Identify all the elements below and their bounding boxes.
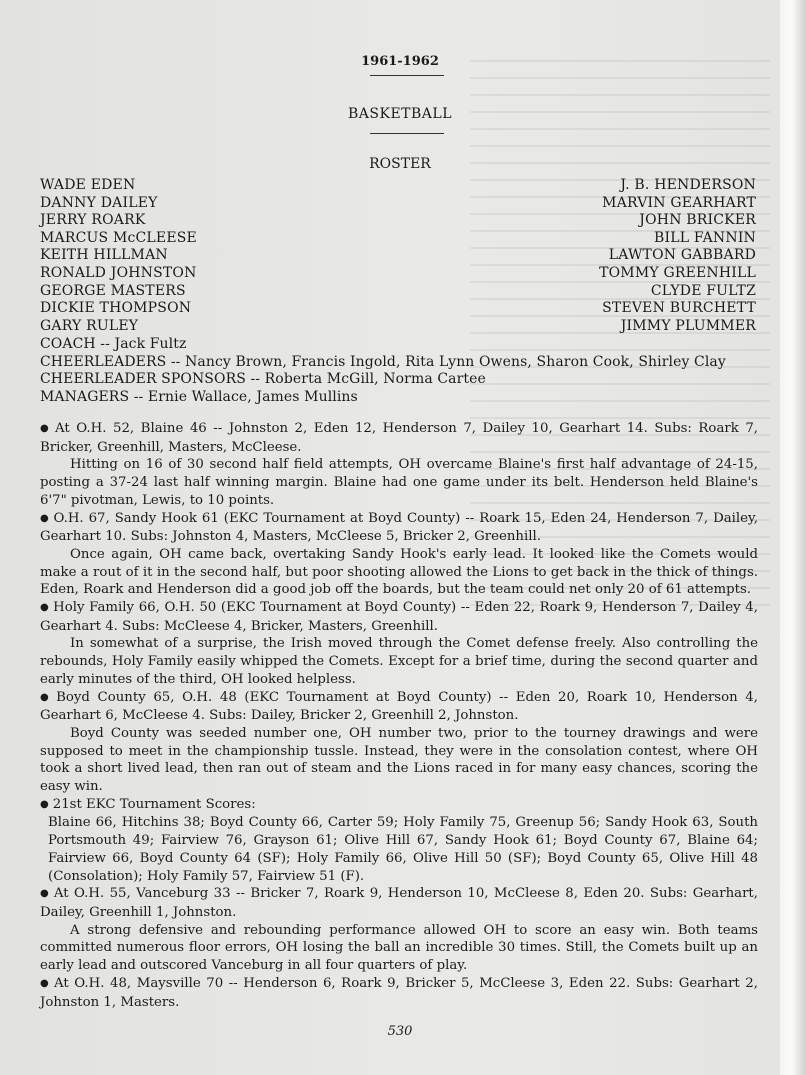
bullet-icon: ● bbox=[40, 512, 50, 524]
heading-rule bbox=[370, 75, 444, 76]
sponsors-line: CHEERLEADER SPONSORS -- Roberta McGill, Norma Cartee bbox=[40, 371, 486, 388]
section-title: BASKETBALL bbox=[348, 106, 452, 122]
roster-name: J. B. HENDERSON bbox=[620, 177, 756, 193]
roster-name: JIMMY PLUMMER bbox=[620, 317, 756, 334]
roster-left-column bbox=[40, 177, 197, 335]
game-summary: ● Boyd County 65, O.H. 48 (EKC Tournament at Boyd County) -- Eden 20, Roark 10, Henderson 4, Gearhart 6, McCleese 4. Subs: Dailey, Bricker 2, Greenhill 2, Johnston. bbox=[40, 689, 758, 724]
roster-right-column bbox=[599, 177, 756, 335]
roster-name: JERRY ROARK bbox=[40, 212, 146, 229]
game-narrative: A strong defensive and rebounding performance allowed OH to score an easy win. Both teams committed numerous floor errors, OH losing the ball an incredible 30 times. Still, the Comets built up an early lead and outscored Vanceburg in all four quarters of play. bbox=[40, 922, 758, 974]
roster-heading: ROSTER bbox=[369, 156, 431, 172]
roster-name: LAWTON GABBARD bbox=[608, 247, 756, 264]
roster-name: GEORGE MASTERS bbox=[40, 282, 186, 299]
coach-line: COACH -- Jack Fultz bbox=[40, 336, 187, 352]
managers-line: MANAGERS -- Ernie Wallace, James Mullins bbox=[40, 388, 358, 405]
roster-name: CLYDE FULTZ bbox=[650, 282, 756, 299]
bullet-icon: ● bbox=[40, 602, 50, 614]
roster-name: STEVEN BURCHETT bbox=[602, 300, 756, 317]
tournament-scores: Blaine 66, Hitchins 38; Boyd County 66, Carter 59; Holy Family 75, Greenup 56; Sandy Hook 63, South Portsmouth 49; Fairview 76, Grayson 61; Olive Hill 67, Sandy Hook 61; Boyd County 67, Blaine 64; Fairview 66, Boyd County 64 (SF); Holy Family 66, Olive Hill 50 (SF); Boyd County 65, Olive Hill 48 (Consolation); Holy Family 57, Fairview 51 (F). bbox=[48, 815, 758, 884]
game-narrative: Once again, OH came back, overtaking Sandy Hook's early lead. It looked like the Comets would make a rout of it in the second half, but poor shooting allowed the Lions to get back in the thick of things. Eden, Roark and Henderson did a good job off the boards, but the team could net only 20 of 61 attempts. bbox=[40, 546, 758, 598]
game-summary: ● At O.H. 48, Maysville 70 -- Henderson 6, Roark 9, Bricker 5, McCleese 3, Eden 22. Subs: Gearhart 2, Johnston 1, Masters. bbox=[40, 975, 758, 1010]
page-year-heading: 1961-1962 bbox=[361, 54, 439, 69]
tournament-heading: ● 21st EKC Tournament Scores: bbox=[40, 796, 256, 812]
bullet-icon: ● bbox=[40, 691, 53, 703]
bullet-icon: ● bbox=[40, 798, 49, 810]
page-number: 530 bbox=[387, 1024, 413, 1039]
roster-name: GARY RULEY bbox=[40, 317, 139, 334]
game-narrative: In somewhat of a surprise, the Irish moved through the Comet defense freely. Also controlling the rebounds, Holy Family easily whipped the Comets. Except for a brief time, during the second quarter and early minutes of the third, OH looked helpless. bbox=[40, 636, 758, 687]
roster-name: MARCUS McCLEESE bbox=[40, 229, 197, 246]
bullet-icon: ● bbox=[40, 423, 52, 434]
game-summary: ● At O.H. 55, Vanceburg 33 -- Bricker 7, Roark 9, Henderson 10, McCleese 8, Eden 20. Subs: Gearhart, Dailey, Greenhill 1, Johnston. bbox=[40, 886, 758, 920]
roster-name: JOHN BRICKER bbox=[639, 212, 756, 229]
game-reports bbox=[40, 420, 758, 1011]
roster-name: MARVIN GEARHART bbox=[602, 194, 756, 211]
roster-name: DICKIE THOMPSON bbox=[40, 300, 192, 317]
heading-rule bbox=[370, 133, 444, 134]
game-narrative: Boyd County was seeded number one, OH number two, prior to the tourney drawings and were supposed to meet in the championship tussle. Instead, they were in the consolation contest, where OH took a short lived lead, then ran out of steam and the Lions raced in for many easy chances, scoring the easy win. bbox=[40, 725, 758, 795]
game-summary: ● O.H. 67, Sandy Hook 61 (EKC Tournament at Boyd County) -- Roark 15, Eden 24, Henderson 7, Dailey, Gearhart 10. Subs: Johnston 4, Masters, McCleese 5, Bricker 2, Greenhill. bbox=[40, 510, 759, 545]
bullet-icon: ● bbox=[40, 977, 51, 989]
roster-name: RONALD JOHNSTON bbox=[40, 264, 197, 281]
roster-name: BILL FANNIN bbox=[654, 229, 756, 246]
game-summary: ● Holy Family 66, O.H. 50 (EKC Tournament at Boyd County) -- Eden 22, Roark 9, Henderson 7, Dailey 4, Gearhart 4. Subs: McCleese 4, Bricker, Masters, Greenhill. bbox=[40, 600, 758, 634]
cheerleaders-line: CHEERLEADERS -- Nancy Brown, Francis Ingold, Rita Lynn Owens, Sharon Cook, Shirley Clay bbox=[40, 353, 726, 370]
staff-list bbox=[40, 336, 726, 406]
bullet-icon: ● bbox=[40, 888, 50, 900]
roster-name: WADE EDEN bbox=[40, 177, 136, 193]
roster-name: DANNY DAILEY bbox=[40, 194, 158, 211]
roster-name: KEITH HILLMAN bbox=[40, 247, 168, 264]
game-narrative: Hitting on 16 of 30 second half field attempts, OH overcame Blaine's first half advantage of 24-15, posting a 37-24 last half winning margin. Blaine had one game under its belt. Henderson held Blaine's 6'7" pivotman, Lewis, to 10 points. bbox=[40, 457, 758, 508]
game-summary: ● At O.H. 52, Blaine 46 -- Johnston 2, Eden 12, Henderson 7, Dailey 10, Gearhart 14. Subs: Roark 7, Bricker, Greenhill, Masters, McCleese. bbox=[40, 421, 759, 455]
roster-name: TOMMY GREENHILL bbox=[599, 264, 756, 281]
